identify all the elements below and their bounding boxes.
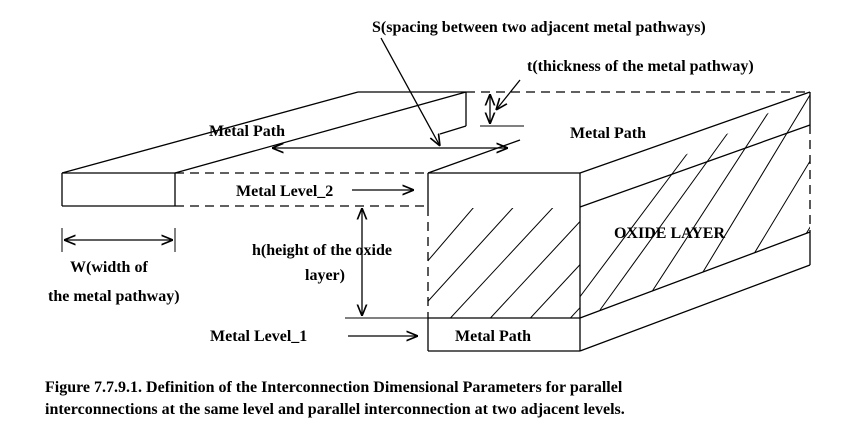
caption-line-2: interconnections at the same level and parallel interconnection at two adjacent levels. bbox=[45, 401, 625, 418]
width-label-line2: the metal pathway) bbox=[48, 288, 180, 305]
metal-path-left-label: Metal Path bbox=[209, 123, 285, 140]
thickness-dimension bbox=[480, 80, 524, 126]
width-label-line1: W(width of bbox=[70, 259, 148, 276]
oxide-layer-label: OXIDE LAYER bbox=[614, 225, 725, 242]
spacing-label: S(spacing between two adjacent metal pathways) bbox=[372, 19, 706, 36]
width-dimension bbox=[62, 228, 175, 252]
caption-line-1: Figure 7.7.9.1. Definition of the Interconnection Dimensional Parameters for parallel bbox=[45, 379, 623, 396]
metal-path-bottom-label: Metal Path bbox=[455, 328, 531, 345]
metal-path-right-label: Metal Path bbox=[570, 125, 646, 142]
height-label-line2: layer) bbox=[305, 267, 345, 284]
spacing-dimension bbox=[272, 38, 508, 148]
height-dimension bbox=[345, 208, 428, 318]
metal-level-1-label: Metal Level_1 bbox=[210, 328, 308, 345]
height-label-line1: h(height of the oxide bbox=[252, 242, 392, 259]
thickness-label: t(thickness of the metal pathway) bbox=[527, 58, 754, 75]
metal-level-2-label: Metal Level_2 bbox=[236, 183, 334, 200]
